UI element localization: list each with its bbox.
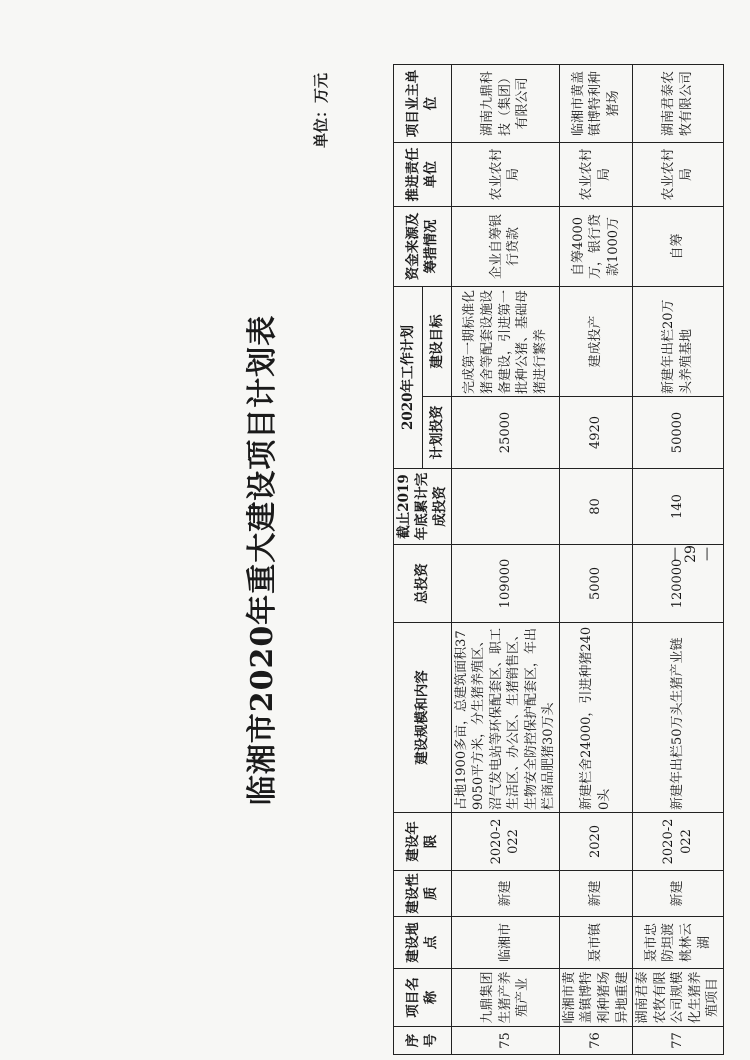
header-owner: 项目业主单位 (394, 64, 452, 142)
header-total: 总投资 (394, 545, 452, 623)
cell-location: 聂市忠防坦渡桃林云湖 (633, 917, 724, 969)
cell-cumulative: 140 (633, 469, 724, 545)
cell-seq: 77 (633, 1027, 724, 1055)
cell-plan-goal: 新建年出栏20万头养殖基地 (633, 286, 724, 396)
header-seq: 序号 (394, 1027, 452, 1055)
cell-owner: 湖南君泰农牧有限公司 (633, 64, 724, 142)
cell-dept: 农业农村局 (451, 142, 559, 206)
cell-cumulative (451, 469, 559, 545)
cell-total: 120000 (633, 545, 724, 623)
header-dept: 推进责任单位 (394, 142, 452, 206)
cell-dept: 农业农村局 (633, 142, 724, 206)
cell-dept: 农业农村局 (559, 142, 632, 206)
cell-nature: 新建 (633, 871, 724, 917)
table-row (559, 64, 632, 1054)
header-name: 项目名称 (394, 969, 452, 1027)
table-row (451, 64, 559, 1054)
header-scale: 建设规模和内容 (394, 623, 452, 813)
cell-nature: 新建 (451, 871, 559, 917)
cell-location: 临湘市 (451, 917, 559, 969)
header-funding: 资金来源及筹措情况 (394, 206, 452, 286)
cell-plan-goal: 完成第一期标准化猪舍等配套设施设备建设，引进第一批种公猪、基础母猪进行繁养 (451, 286, 559, 396)
cell-total: 109000 (451, 545, 559, 623)
cell-funding: 自筹4000万，银行贷款1000万 (559, 206, 632, 286)
cell-total: 5000 (559, 545, 632, 623)
page-number: —29— (667, 545, 715, 563)
cell-plan-invest: 4920 (559, 397, 632, 469)
cell-scale: 新建栏舍24000，引进种猪2400头 (559, 623, 632, 813)
page-title: 临湘市2020年重大建设项目计划表 (245, 314, 280, 806)
cell-seq: 75 (451, 1027, 559, 1055)
cell-plan-goal: 建成投产 (559, 286, 632, 396)
header-plan2020: 2020年工作计划 (394, 286, 423, 468)
cell-period: 2020 (559, 813, 632, 871)
cell-name: 九鼎集团生猪产养殖产业 (451, 969, 559, 1027)
header-plan-invest: 计划投资 (422, 397, 451, 469)
cell-funding: 自筹 (633, 206, 724, 286)
cell-name: 湖南君泰农牧有限公司规模化生猪养殖项目 (633, 969, 724, 1027)
cell-plan-invest: 50000 (633, 397, 724, 469)
header-location: 建设地点 (394, 917, 452, 969)
cell-funding: 企业自筹银行贷款 (451, 206, 559, 286)
cell-owner: 临湘市黄盖镇博特利种猪场 (559, 64, 632, 142)
cell-owner: 湖南九鼎科技（集团）有限公司 (451, 64, 559, 142)
cell-name: 临湘市黄盖镇博特利种猪场异地重建 (559, 969, 632, 1027)
cell-plan-invest: 25000 (451, 397, 559, 469)
unit-label: 单位：万元 (312, 73, 330, 149)
cell-location: 聂市镇 (559, 917, 632, 969)
cell-scale: 占地1900多亩，总建筑面积379050平方米，分生猪养殖区、沼气发电站等环保配套区、职工生活区、办公区、生猪销售区、生物安全防控保护配套区，年出栏商品肥猪30万头 (451, 623, 559, 813)
header-nature: 建设性质 (394, 871, 452, 917)
cell-period: 2020-2022 (451, 813, 559, 871)
header-period: 建设年限 (394, 813, 452, 871)
header-plan-goal: 建设目标 (422, 286, 451, 396)
header-row-1 (394, 64, 423, 1054)
header-cumulative: 截止2019年底累计完成投资 (394, 469, 452, 545)
cell-cumulative: 80 (559, 469, 632, 545)
cell-scale: 新建年出栏50万头生猪产业链 (633, 623, 724, 813)
cell-seq: 76 (559, 1027, 632, 1055)
cell-nature: 新建 (559, 871, 632, 917)
cell-period: 2020-2022 (633, 813, 724, 871)
